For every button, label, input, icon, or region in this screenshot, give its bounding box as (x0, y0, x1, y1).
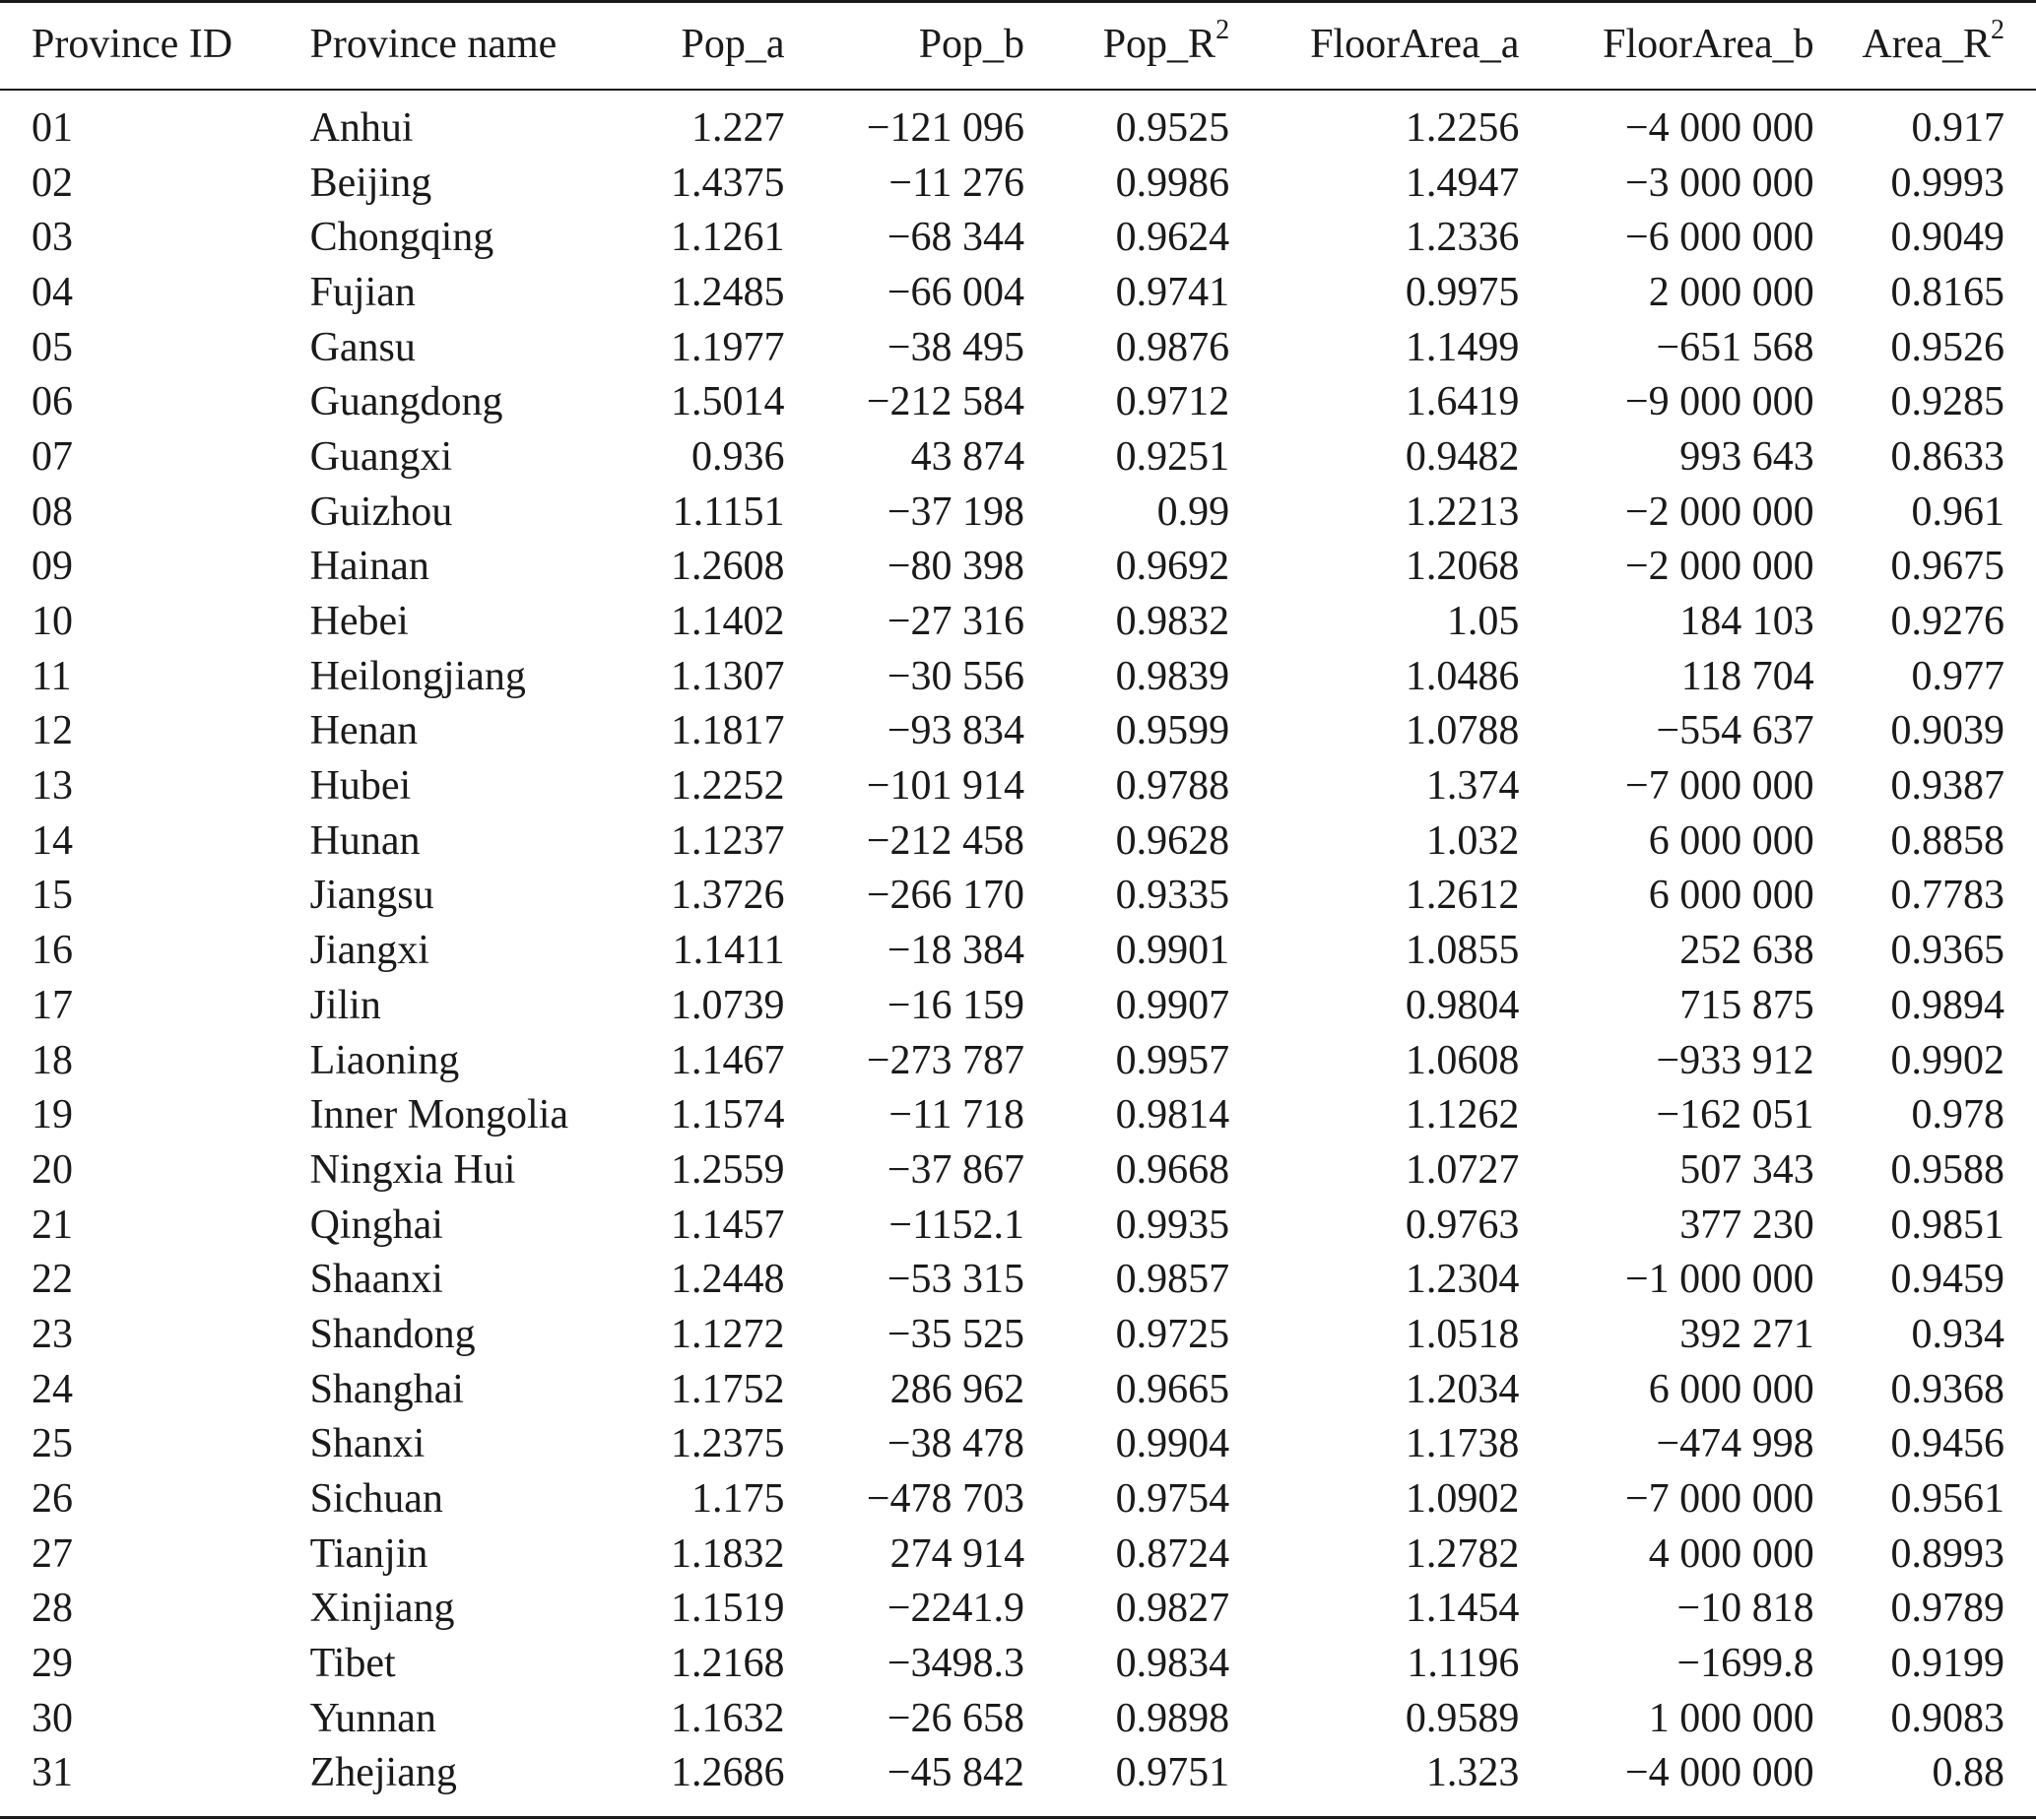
cell-pop-a: 1.1457 (671, 1202, 785, 1248)
cell-pop-b: −2241.9 (887, 1586, 1025, 1632)
cell-floorarea-a: 1.323 (1425, 1750, 1520, 1796)
bottom-rule (0, 1816, 2036, 1819)
cell-area-r2: 0.9365 (1890, 928, 2004, 974)
cell-pop-b: −16 159 (887, 982, 1025, 1028)
cell-floorarea-b: −1699.8 (1676, 1641, 1814, 1687)
cell-pop-b: −38 495 (887, 324, 1025, 370)
cell-province-id: 03 (32, 215, 73, 261)
cell-area-r2: 0.9851 (1890, 1202, 2004, 1248)
table-row (0, 1033, 2036, 1088)
cell-province-name: Hunan (309, 817, 421, 864)
cell-pop-r2: 0.9788 (1115, 763, 1230, 810)
cell-floorarea-a: 1.4947 (1405, 160, 1520, 206)
cell-pop-r2: 0.9525 (1115, 104, 1230, 151)
cell-pop-b: −101 914 (866, 763, 1025, 810)
table-row (0, 978, 2036, 1033)
cell-pop-a: 1.1752 (671, 1366, 785, 1412)
cell-floorarea-b: 715 875 (1679, 982, 1814, 1028)
cell-floorarea-a: 0.9804 (1405, 982, 1520, 1028)
cell-floorarea-b: −7 000 000 (1625, 763, 1814, 810)
cell-pop-a: 1.3726 (671, 873, 785, 919)
cell-area-r2: 0.9049 (1890, 215, 2004, 261)
cell-province-id: 15 (32, 873, 73, 919)
cell-pop-b: 286 962 (889, 1366, 1025, 1412)
cell-province-name: Chongqing (309, 215, 494, 261)
cell-floorarea-a: 1.05 (1446, 599, 1520, 645)
cell-floorarea-b: −474 998 (1656, 1421, 1814, 1467)
cell-province-id: 12 (32, 708, 73, 754)
header-pop-r2-sup: 2 (1215, 15, 1230, 45)
cell-province-id: 09 (32, 544, 73, 590)
cell-floorarea-b: 252 638 (1679, 928, 1814, 974)
table-row (0, 1527, 2036, 1582)
table-row (0, 540, 2036, 595)
cell-pop-b: 274 914 (889, 1530, 1025, 1577)
cell-floorarea-a: 1.1499 (1405, 324, 1520, 370)
cell-province-name: Inner Mongolia (309, 1092, 569, 1138)
cell-floorarea-b: −7 000 000 (1625, 1476, 1814, 1523)
cell-floorarea-b: 6 000 000 (1648, 873, 1814, 919)
table-row (0, 869, 2036, 924)
cell-floorarea-a: 1.0727 (1405, 1146, 1520, 1193)
cell-pop-b: −3498.3 (887, 1641, 1025, 1687)
cell-province-id: 07 (32, 433, 73, 480)
cell-floorarea-a: 1.2304 (1405, 1257, 1520, 1303)
cell-province-name: Guangxi (309, 433, 453, 480)
table-row (0, 1307, 2036, 1362)
cell-floorarea-a: 1.0855 (1405, 928, 1520, 974)
table-row (0, 758, 2036, 813)
cell-province-name: Qinghai (309, 1202, 443, 1248)
cell-floorarea-b: −2 000 000 (1625, 544, 1814, 590)
cell-area-r2: 0.9285 (1890, 379, 2004, 425)
cell-province-id: 14 (32, 817, 73, 864)
cell-area-r2: 0.9561 (1890, 1476, 2004, 1523)
table-row (0, 1691, 2036, 1746)
cell-province-id: 04 (32, 269, 73, 315)
cell-floorarea-a: 1.6419 (1405, 379, 1520, 425)
table-row (0, 1362, 2036, 1417)
cell-pop-r2: 0.9986 (1115, 160, 1230, 206)
cell-pop-a: 1.1519 (671, 1586, 785, 1632)
cell-area-r2: 0.9588 (1890, 1146, 2004, 1193)
cell-province-id: 01 (32, 104, 73, 151)
table-row (0, 429, 2036, 485)
cell-pop-a: 1.175 (691, 1476, 785, 1523)
table-row (0, 1087, 2036, 1142)
cell-floorarea-a: 0.9763 (1405, 1202, 1520, 1248)
cell-pop-b: −11 276 (888, 160, 1025, 206)
header-area-r2-base: Area_R (1862, 22, 1991, 67)
table-row (0, 594, 2036, 649)
cell-area-r2: 0.961 (1911, 488, 2004, 535)
cell-province-id: 23 (32, 1311, 73, 1357)
cell-pop-b: −38 478 (887, 1421, 1025, 1467)
table-row (0, 320, 2036, 375)
cell-area-r2: 0.9039 (1890, 708, 2004, 754)
cell-floorarea-a: 1.1454 (1405, 1586, 1520, 1632)
cell-pop-r2: 0.9628 (1115, 817, 1230, 864)
cell-floorarea-a: 1.1196 (1407, 1641, 1520, 1687)
cell-province-name: Hainan (309, 544, 429, 590)
top-rule (0, 0, 2036, 3)
cell-pop-r2: 0.9832 (1115, 599, 1230, 645)
cell-area-r2: 0.8633 (1890, 433, 2004, 480)
header-pop-r2-base: Pop_R (1102, 22, 1216, 67)
header-province-id: Province ID (0, 0, 310, 90)
cell-province-id: 10 (32, 599, 73, 645)
header-pop-b: Pop_b (785, 0, 1025, 90)
cell-pop-r2: 0.9754 (1115, 1476, 1230, 1523)
cell-pop-a: 1.227 (691, 104, 785, 151)
cell-province-name: Gansu (309, 324, 416, 370)
cell-province-name: Tianjin (309, 1530, 428, 1577)
header-province-name: Province name (310, 0, 610, 90)
cell-area-r2: 0.978 (1911, 1092, 2004, 1138)
cell-pop-b: −80 398 (887, 544, 1025, 590)
cell-province-id: 13 (32, 763, 73, 810)
cell-province-name: Beijing (309, 160, 432, 206)
cell-pop-a: 1.1832 (671, 1530, 785, 1577)
cell-floorarea-b: 118 704 (1680, 653, 1814, 699)
cell-province-id: 20 (32, 1146, 73, 1193)
cell-area-r2: 0.9675 (1890, 544, 2004, 590)
cell-area-r2: 0.917 (1911, 104, 2004, 151)
cell-pop-a: 1.1632 (671, 1695, 785, 1741)
cell-pop-a: 1.1467 (671, 1037, 785, 1083)
cell-pop-r2: 0.9834 (1115, 1641, 1230, 1687)
cell-province-name: Shanghai (309, 1366, 464, 1412)
cell-floorarea-a: 0.9482 (1405, 433, 1520, 480)
cell-province-name: Shaanxi (309, 1257, 443, 1303)
cell-province-name: Guizhou (309, 488, 453, 535)
cell-floorarea-b: −9 000 000 (1625, 379, 1814, 425)
cell-area-r2: 0.977 (1911, 653, 2004, 699)
cell-pop-r2: 0.9725 (1115, 1311, 1230, 1357)
cell-floorarea-a: 1.0608 (1405, 1037, 1520, 1083)
header-floorarea-a: FloorArea_a (1229, 0, 1519, 90)
cell-pop-a: 1.2559 (671, 1146, 785, 1193)
cell-floorarea-a: 1.1262 (1405, 1092, 1520, 1138)
cell-pop-a: 1.0739 (671, 982, 785, 1028)
cell-floorarea-b: 184 103 (1679, 599, 1814, 645)
cell-floorarea-a: 1.2782 (1405, 1530, 1520, 1577)
cell-floorarea-b: −554 637 (1656, 708, 1814, 754)
cell-pop-b: −212 458 (866, 817, 1025, 864)
cell-pop-r2: 0.9898 (1115, 1695, 1230, 1741)
cell-pop-r2: 0.9904 (1115, 1421, 1230, 1467)
cell-province-name: Jiangxi (309, 928, 429, 974)
table-row (0, 90, 2036, 156)
cell-floorarea-b: 6 000 000 (1648, 1366, 1814, 1412)
cell-province-id: 11 (32, 653, 72, 699)
cell-province-name: Hubei (309, 763, 412, 810)
cell-pop-r2: 0.9907 (1115, 982, 1230, 1028)
cell-floorarea-b: −651 568 (1656, 324, 1814, 370)
cell-floorarea-b: −6 000 000 (1625, 215, 1814, 261)
cell-pop-r2: 0.9839 (1115, 653, 1230, 699)
cell-floorarea-a: 1.032 (1425, 817, 1520, 864)
cell-pop-a: 1.2168 (671, 1641, 785, 1687)
cell-pop-a: 1.5014 (671, 379, 785, 425)
cell-pop-r2: 0.99 (1156, 488, 1230, 535)
cell-pop-b: −1152.1 (888, 1202, 1025, 1248)
cell-pop-b: −37 198 (887, 488, 1025, 535)
cell-province-name: Guangdong (309, 379, 503, 425)
cell-province-name: Yunnan (309, 1695, 436, 1741)
cell-pop-b: −273 787 (866, 1037, 1025, 1083)
cell-floorarea-a: 1.374 (1425, 763, 1520, 810)
cell-pop-b: −266 170 (866, 873, 1025, 919)
cell-province-name: Hebei (309, 599, 409, 645)
header-area-r2-sup: 2 (1991, 15, 2004, 45)
cell-province-name: Heilongjiang (309, 653, 526, 699)
cell-area-r2: 0.7783 (1890, 873, 2004, 919)
cell-province-id: 18 (32, 1037, 73, 1083)
cell-pop-r2: 0.9668 (1115, 1146, 1230, 1193)
cell-pop-b: −45 842 (887, 1750, 1025, 1796)
cell-province-id: 16 (32, 928, 73, 974)
cell-floorarea-b: −10 818 (1676, 1586, 1814, 1632)
cell-area-r2: 0.9368 (1890, 1366, 2004, 1412)
cell-pop-r2: 0.9935 (1115, 1202, 1230, 1248)
cell-pop-a: 1.1977 (671, 324, 785, 370)
cell-province-name: Xinjiang (309, 1586, 455, 1632)
cell-area-r2: 0.9993 (1890, 160, 2004, 206)
header-area-r2 (1814, 0, 2036, 90)
cell-pop-b: −66 004 (887, 269, 1025, 315)
cell-floorarea-a: 1.0518 (1405, 1311, 1520, 1357)
cell-area-r2: 0.934 (1911, 1311, 2004, 1357)
cell-province-name: Henan (309, 708, 419, 754)
cell-floorarea-b: −933 912 (1656, 1037, 1814, 1083)
table-row (0, 210, 2036, 265)
cell-area-r2: 0.8858 (1890, 817, 2004, 864)
cell-pop-a: 0.936 (691, 433, 785, 480)
table-row (0, 1746, 2036, 1801)
cell-province-id: 29 (32, 1641, 73, 1687)
cell-floorarea-a: 0.9975 (1405, 269, 1520, 315)
table-header (0, 0, 2036, 90)
cell-pop-b: 43 874 (910, 433, 1025, 480)
cell-pop-a: 1.2375 (671, 1421, 785, 1467)
cell-floorarea-a: 1.0788 (1405, 708, 1520, 754)
cell-province-id: 24 (32, 1366, 73, 1412)
cell-pop-a: 1.2608 (671, 544, 785, 590)
cell-floorarea-b: −4 000 000 (1625, 1750, 1814, 1796)
cell-floorarea-a: 1.2612 (1405, 873, 1520, 919)
cell-pop-a: 1.2485 (671, 269, 785, 315)
cell-floorarea-a: 1.2213 (1405, 488, 1520, 535)
cell-pop-r2: 0.8724 (1115, 1530, 1230, 1577)
cell-area-r2: 0.88 (1932, 1750, 2004, 1796)
table-row (0, 374, 2036, 429)
cell-floorarea-b: 377 230 (1679, 1202, 1814, 1248)
cell-floorarea-b: 2 000 000 (1648, 269, 1814, 315)
cell-pop-b: −93 834 (887, 708, 1025, 754)
cell-pop-r2: 0.9741 (1115, 269, 1230, 315)
cell-province-name: Ningxia Hui (309, 1146, 516, 1193)
cell-pop-b: −121 096 (866, 104, 1025, 151)
cell-province-id: 31 (32, 1750, 73, 1796)
table-row (0, 923, 2036, 978)
cell-pop-a: 1.1307 (671, 653, 785, 699)
cell-floorarea-a: 1.0902 (1405, 1476, 1520, 1523)
cell-pop-r2: 0.9901 (1115, 928, 1230, 974)
cell-province-name: Fujian (309, 269, 416, 315)
cell-province-id: 27 (32, 1530, 73, 1577)
table-row (0, 1471, 2036, 1527)
cell-pop-r2: 0.9665 (1115, 1366, 1230, 1412)
cell-pop-r2: 0.9692 (1115, 544, 1230, 590)
cell-pop-b: −26 658 (887, 1695, 1025, 1741)
cell-floorarea-b: 993 643 (1679, 433, 1814, 480)
table-row (0, 704, 2036, 759)
table-row (0, 649, 2036, 704)
cell-floorarea-b: −3 000 000 (1625, 160, 1814, 206)
cell-pop-r2: 0.9857 (1115, 1257, 1230, 1303)
cell-pop-a: 1.4375 (671, 160, 785, 206)
cell-province-id: 06 (32, 379, 73, 425)
cell-pop-a: 1.1272 (671, 1311, 785, 1357)
cell-pop-r2: 0.9827 (1115, 1586, 1230, 1632)
cell-pop-a: 1.2448 (671, 1257, 785, 1303)
cell-province-id: 17 (32, 982, 73, 1028)
cell-province-id: 22 (32, 1257, 73, 1303)
table-row (0, 485, 2036, 540)
cell-pop-b: −478 703 (866, 1476, 1025, 1523)
cell-province-name: Jilin (309, 982, 381, 1028)
cell-floorarea-b: 4 000 000 (1648, 1530, 1814, 1577)
cell-pop-a: 1.2252 (671, 763, 785, 810)
header-pop-a: Pop_a (610, 0, 785, 90)
cell-pop-b: −37 867 (887, 1146, 1025, 1193)
cell-province-name: Anhui (309, 104, 414, 151)
cell-area-r2: 0.9894 (1890, 982, 2004, 1028)
cell-province-id: 05 (32, 324, 73, 370)
cell-province-name: Shandong (309, 1311, 476, 1357)
cell-area-r2: 0.8993 (1890, 1530, 2004, 1577)
cell-floorarea-b: 6 000 000 (1648, 817, 1814, 864)
cell-pop-r2: 0.9599 (1115, 708, 1230, 754)
cell-pop-a: 1.1261 (671, 215, 785, 261)
cell-province-id: 26 (32, 1476, 73, 1523)
cell-province-id: 28 (32, 1586, 73, 1632)
cell-pop-b: −212 584 (866, 379, 1025, 425)
cell-area-r2: 0.9387 (1890, 763, 2004, 810)
table-row (0, 1582, 2036, 1637)
cell-pop-a: 1.1237 (671, 817, 785, 864)
cell-pop-a: 1.1817 (671, 708, 785, 754)
cell-province-name: Tibet (309, 1641, 396, 1687)
cell-pop-r2: 0.9751 (1115, 1750, 1230, 1796)
cell-floorarea-b: −4 000 000 (1625, 104, 1814, 151)
cell-area-r2: 0.9526 (1890, 324, 2004, 370)
header-row (0, 0, 2036, 90)
cell-pop-r2: 0.9957 (1115, 1037, 1230, 1083)
header-pop-r2 (1024, 0, 1229, 90)
cell-province-id: 08 (32, 488, 73, 535)
cell-floorarea-a: 1.2068 (1405, 544, 1520, 590)
cell-province-id: 25 (32, 1421, 73, 1467)
cell-area-r2: 0.9083 (1890, 1695, 2004, 1741)
cell-floorarea-a: 1.2336 (1405, 215, 1520, 261)
cell-pop-r2: 0.9814 (1115, 1092, 1230, 1138)
cell-area-r2: 0.9902 (1890, 1037, 2004, 1083)
cell-pop-a: 1.1574 (671, 1092, 785, 1138)
cell-floorarea-a: 0.9589 (1405, 1695, 1520, 1741)
cell-pop-a: 1.2686 (671, 1750, 785, 1796)
cell-pop-b: −11 718 (888, 1092, 1025, 1138)
cell-pop-b: −18 384 (887, 928, 1025, 974)
cell-pop-r2: 0.9335 (1115, 873, 1230, 919)
cell-province-id: 21 (32, 1202, 73, 1248)
cell-area-r2: 0.9276 (1890, 599, 2004, 645)
cell-floorarea-b: −2 000 000 (1625, 488, 1814, 535)
cell-province-name: Zhejiang (309, 1750, 457, 1796)
cell-province-id: 19 (32, 1092, 73, 1138)
cell-area-r2: 0.9456 (1890, 1421, 2004, 1467)
table-row (0, 1252, 2036, 1307)
header-floorarea-b: FloorArea_b (1519, 0, 1813, 90)
cell-pop-b: −35 525 (887, 1311, 1025, 1357)
cell-floorarea-b: 507 343 (1679, 1146, 1814, 1193)
cell-pop-a: 1.1151 (672, 488, 785, 535)
table-row (0, 156, 2036, 211)
table-row (0, 1142, 2036, 1198)
cell-floorarea-a: 1.2256 (1405, 104, 1520, 151)
cell-floorarea-a: 1.0486 (1405, 653, 1520, 699)
cell-province-name: Sichuan (309, 1476, 443, 1523)
cell-pop-b: −30 556 (887, 653, 1025, 699)
table-body (0, 90, 2036, 1800)
cell-area-r2: 0.9199 (1890, 1641, 2004, 1687)
cell-pop-r2: 0.9624 (1115, 215, 1230, 261)
cell-area-r2: 0.9459 (1890, 1257, 2004, 1303)
table-row (0, 265, 2036, 320)
table-row (0, 1417, 2036, 1472)
cell-floorarea-a: 1.1738 (1405, 1421, 1520, 1467)
cell-province-id: 30 (32, 1695, 73, 1741)
cell-pop-r2: 0.9712 (1115, 379, 1230, 425)
cell-province-name: Jiangsu (309, 873, 434, 919)
cell-area-r2: 0.9789 (1890, 1586, 2004, 1632)
cell-area-r2: 0.8165 (1890, 269, 2004, 315)
cell-pop-b: −27 316 (887, 599, 1025, 645)
cell-floorarea-b: 392 271 (1679, 1311, 1814, 1357)
cell-pop-b: −68 344 (887, 215, 1025, 261)
cell-floorarea-b: −162 051 (1656, 1092, 1814, 1138)
cell-pop-a: 1.1402 (671, 599, 785, 645)
cell-pop-r2: 0.9876 (1115, 324, 1230, 370)
table-row (0, 813, 2036, 869)
cell-pop-a: 1.1411 (672, 928, 785, 974)
cell-province-name: Liaoning (309, 1037, 460, 1083)
cell-province-name: Shanxi (309, 1421, 426, 1467)
cell-pop-r2: 0.9251 (1115, 433, 1230, 480)
cell-province-id: 02 (32, 160, 73, 206)
cell-floorarea-a: 1.2034 (1405, 1366, 1520, 1412)
cell-pop-b: −53 315 (887, 1257, 1025, 1303)
cell-floorarea-b: −1 000 000 (1625, 1257, 1814, 1303)
cell-floorarea-b: 1 000 000 (1648, 1695, 1814, 1741)
table-row (0, 1636, 2036, 1691)
table-row (0, 1198, 2036, 1253)
